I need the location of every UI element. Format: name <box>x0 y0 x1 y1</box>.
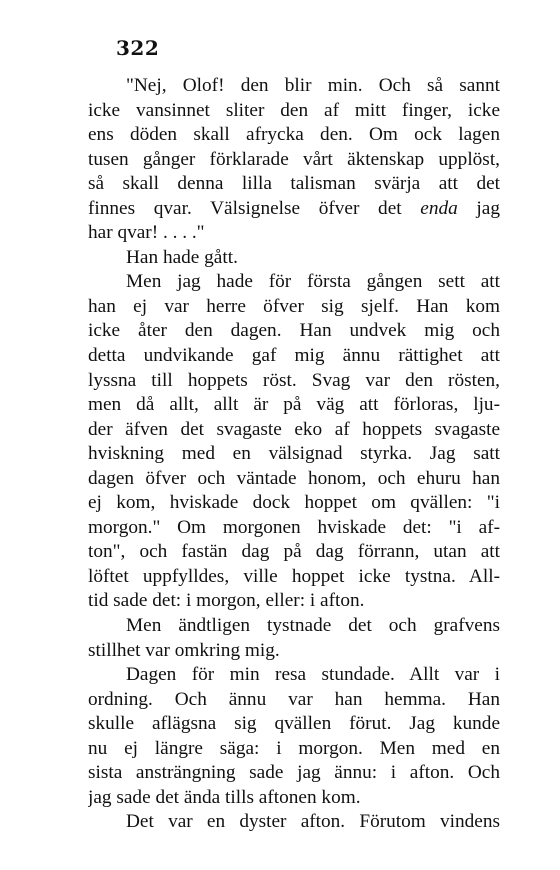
text-line: ordning. Och ännu var han hemma. Han <box>88 688 500 710</box>
page-number: 322 <box>116 36 160 60</box>
body-text <box>88 74 500 835</box>
text-line: han ej var herre öfver sig sjelf. Han kom <box>88 295 500 317</box>
text-line: jag sade det ända tills aftonen kom. <box>88 786 361 808</box>
text-line: der äfven det svagaste eko af hoppets svagaste <box>88 418 500 440</box>
text-line: icke vansinnet sliter den af mitt finger, icke <box>88 99 500 121</box>
text-line: hviskning med en välsignad styrka. Jag satt <box>88 443 500 465</box>
text-line: tusen gånger förklarade vårt äktenskap upplöst, <box>88 148 500 170</box>
text-line: Det var en dyster afton. Förutom vindens <box>126 811 500 833</box>
text-line: ej kom, hviskade dock hoppet om qvällen: "i <box>88 492 500 514</box>
text-line: nu ej längre säga: i morgon. Men med en <box>88 737 500 759</box>
text-line: icke åter den dagen. Han undvek mig och <box>88 320 500 342</box>
text-line: löftet uppfylldes, ville hoppet icke tystna. All- <box>88 565 500 587</box>
text-line: har qvar! . . . ." <box>88 222 205 244</box>
text-line: detta undvikande gaf mig ännu rättighet att <box>88 345 500 367</box>
text-line: Men jag hade för första gången sett att <box>126 271 500 293</box>
text-line: men då allt, allt är på väg att förloras, lju- <box>88 394 500 416</box>
text-line: ton", och fastän dag på dag förrann, utan att <box>88 541 500 563</box>
text-line: lyssna till hoppets röst. Svag var den rösten, <box>88 369 500 391</box>
text-line: skulle aflägsna sig qvällen förut. Jag kunde <box>88 713 500 735</box>
text-line: Han hade gått. <box>126 246 238 268</box>
text-line: finnes qvar. Välsignelse öfver det enda jag <box>88 197 500 219</box>
text-line: ens döden skall afrycka den. Om ock lagen <box>88 124 500 146</box>
text-line: Men ändtligen tystnade det och grafvens <box>126 615 500 637</box>
text-line: "Nej, Olof! den blir min. Och så sannt <box>126 75 500 96</box>
text-line: morgon." Om morgonen hviskade det: "i af- <box>88 516 500 538</box>
text-line: dagen öfver och väntade honom, och ehuru han <box>88 467 500 489</box>
text-line: så skall denna lilla talisman svärja att det <box>88 173 500 195</box>
text-line: stillhet var omkring mig. <box>88 639 280 661</box>
text-line: Dagen för min resa stundade. Allt var i <box>126 664 500 686</box>
text-line: tid sade det: i morgon, eller: i afton. <box>88 590 365 612</box>
emphasized-word: enda <box>420 197 458 219</box>
text-line: sista ansträngning sade jag ännu: i afton. Och <box>88 762 500 784</box>
